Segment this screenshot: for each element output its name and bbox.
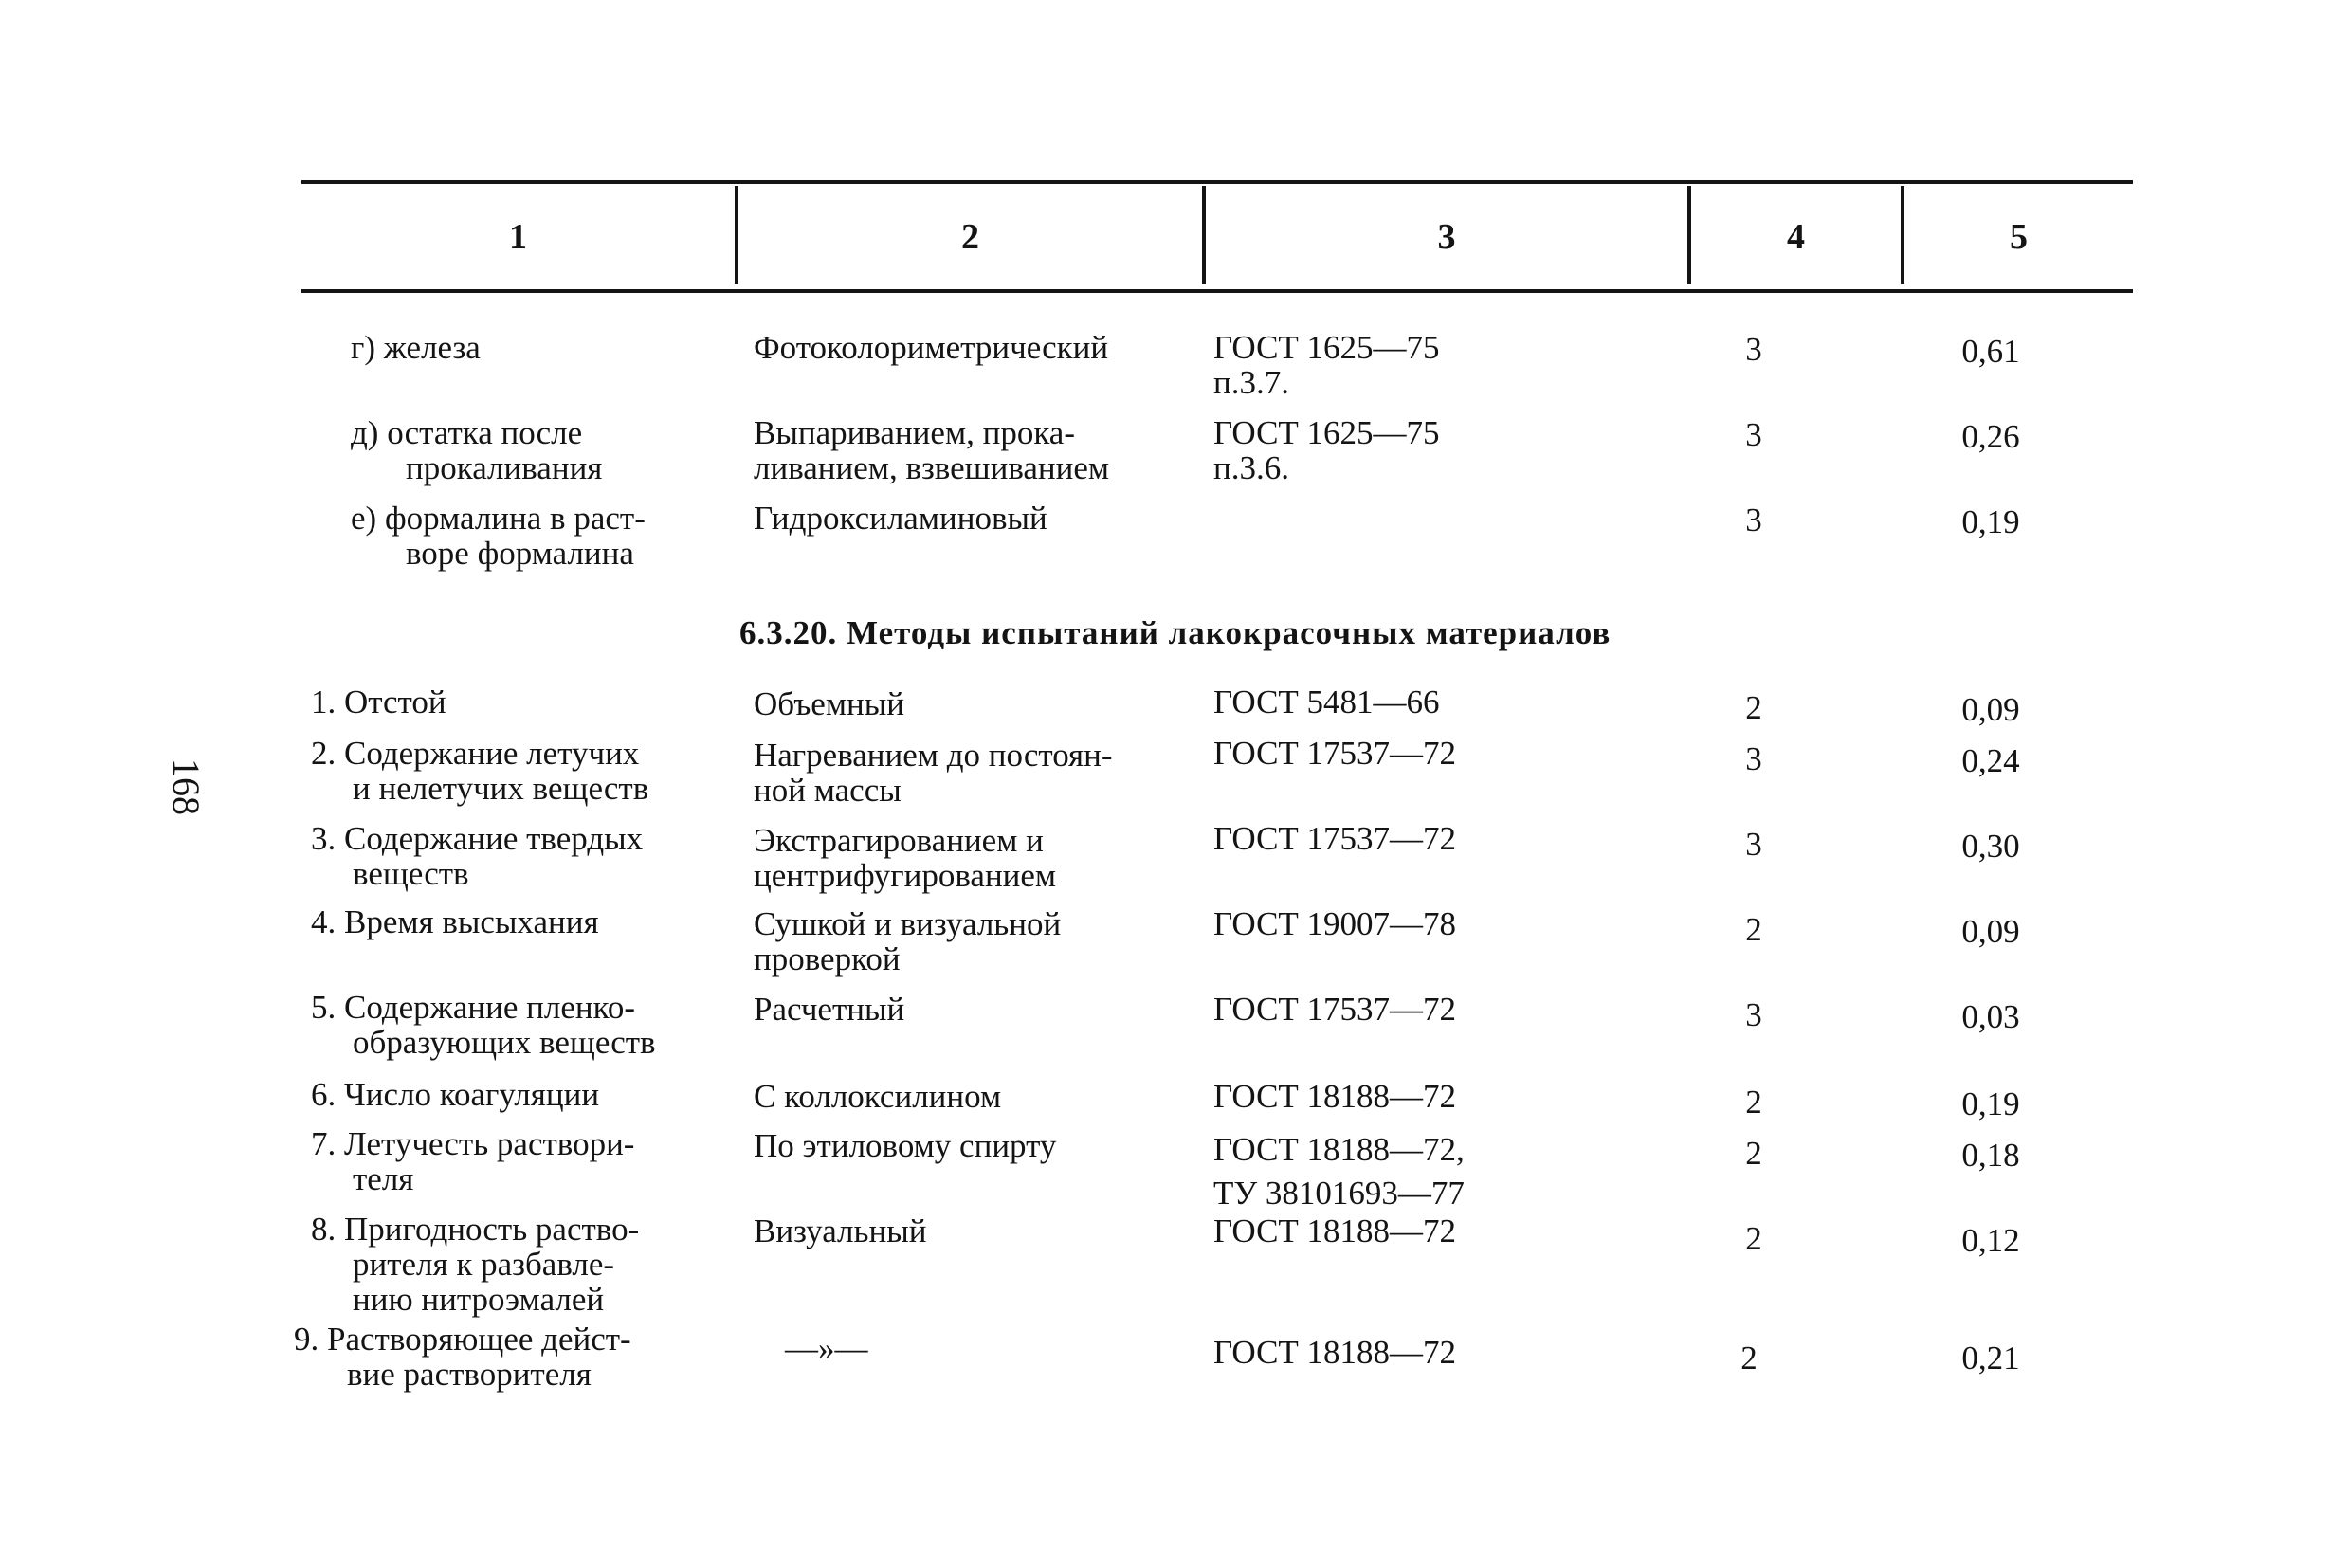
row-standard: ГОСТ 17537—72	[1213, 820, 1457, 857]
row-method: Сушкой и визуальной проверкой	[754, 905, 1062, 977]
header-bottom-rule	[301, 289, 2133, 293]
row-col4: 3	[1745, 416, 1762, 453]
row-standard: ГОСТ 1625—75 п.3.6.	[1213, 414, 1440, 486]
row-col4: 2	[1745, 1220, 1762, 1257]
row-name: 4. Время высыхания	[311, 903, 599, 940]
row-standard: ГОСТ 5481—66	[1213, 684, 1440, 720]
row-col5: 0,18	[1961, 1137, 2020, 1174]
row-method: Объемный	[754, 685, 904, 722]
row-method: Фотоколориметрический	[754, 329, 1109, 366]
row-col4: 2	[1745, 689, 1762, 726]
row-method: Гидроксиламиновый	[754, 500, 1047, 537]
table-top-rule	[301, 180, 2133, 184]
row-method: По этиловому спирту	[754, 1127, 1057, 1164]
row-col4: 3	[1745, 826, 1762, 863]
section-title: 6.3.20. Методы испытаний лакокрасочных материалов	[739, 614, 1612, 651]
row-col4: 3	[1745, 501, 1762, 538]
header-col-1: 1	[509, 217, 527, 257]
row-standard: ГОСТ 19007—78	[1213, 905, 1457, 942]
row-method: —»—	[785, 1330, 868, 1367]
row-name: е) формалина в раст- воре формалина	[351, 500, 646, 572]
row-name: г) железа	[351, 329, 481, 366]
header-col-4: 4	[1787, 217, 1805, 257]
row-method: С коллоксилином	[754, 1078, 1002, 1115]
row-name: 3. Содержание твердых веществ	[311, 820, 644, 892]
row-method: Визуальный	[754, 1212, 927, 1249]
row-col5: 0,30	[1961, 828, 2020, 865]
row-col4: 2	[1745, 1084, 1762, 1121]
row-name: 1. Отстой	[311, 684, 446, 720]
row-col4: 2	[1745, 911, 1762, 948]
row-col5: 0,24	[1961, 742, 2020, 779]
row-col5: 0,19	[1961, 503, 2020, 540]
header-col-5: 5	[2010, 217, 2028, 257]
row-standard: ГОСТ 18188—72	[1213, 1212, 1457, 1249]
row-name: 5. Содержание пленко- образующих веществ	[311, 989, 656, 1061]
row-col4: 3	[1745, 740, 1762, 777]
row-method: Выпариванием, прока- ливанием, взвешиванием	[754, 414, 1110, 486]
row-col4: 2	[1740, 1340, 1758, 1377]
row-standard: ГОСТ 17537—72	[1213, 991, 1457, 1028]
row-method: Экстрагированием и центрифугированием	[754, 822, 1057, 894]
row-col5: 0,09	[1961, 913, 2020, 950]
row-col4: 2	[1745, 1135, 1762, 1172]
row-col4: 3	[1745, 331, 1762, 368]
row-col5: 0,21	[1961, 1340, 2020, 1377]
row-name: 6. Число коагуляции	[311, 1076, 600, 1113]
row-col5: 0,26	[1961, 418, 2020, 455]
row-col5: 0,61	[1961, 333, 2020, 370]
row-standard: ГОСТ 18188—72	[1213, 1078, 1457, 1115]
row-name: 8. Пригодность раство- рителя к разбавле- нию нитроэмалей	[311, 1211, 640, 1318]
row-method: Расчетный	[754, 991, 905, 1028]
row-col5: 0,19	[1961, 1085, 2020, 1122]
page-number: 168	[165, 758, 208, 815]
row-col4: 3	[1745, 996, 1762, 1033]
header-col-3: 3	[1437, 217, 1456, 257]
row-name: 2. Содержание летучих и нелетучих веществ	[311, 735, 649, 807]
header-col-2: 2	[961, 217, 979, 257]
row-name: 7. Летучесть раствори- теля	[311, 1125, 635, 1197]
row-col5: 0,03	[1961, 998, 2020, 1035]
row-col5: 0,09	[1961, 691, 2020, 728]
row-standard: ГОСТ 17537—72	[1213, 735, 1457, 772]
row-standard: ГОСТ 18188—72	[1213, 1334, 1457, 1371]
row-standard: ГОСТ 1625—75 п.3.7.	[1213, 329, 1440, 401]
row-name: 9. Растворяющее дейст- вие растворителя	[294, 1321, 631, 1393]
row-standard: ГОСТ 18188—72, ТУ 38101693—77	[1213, 1131, 1465, 1212]
row-name: д) остатка после прокаливания	[351, 414, 603, 486]
row-method: Нагреванием до постоян- ной массы	[754, 737, 1113, 809]
row-col5: 0,12	[1961, 1222, 2020, 1259]
